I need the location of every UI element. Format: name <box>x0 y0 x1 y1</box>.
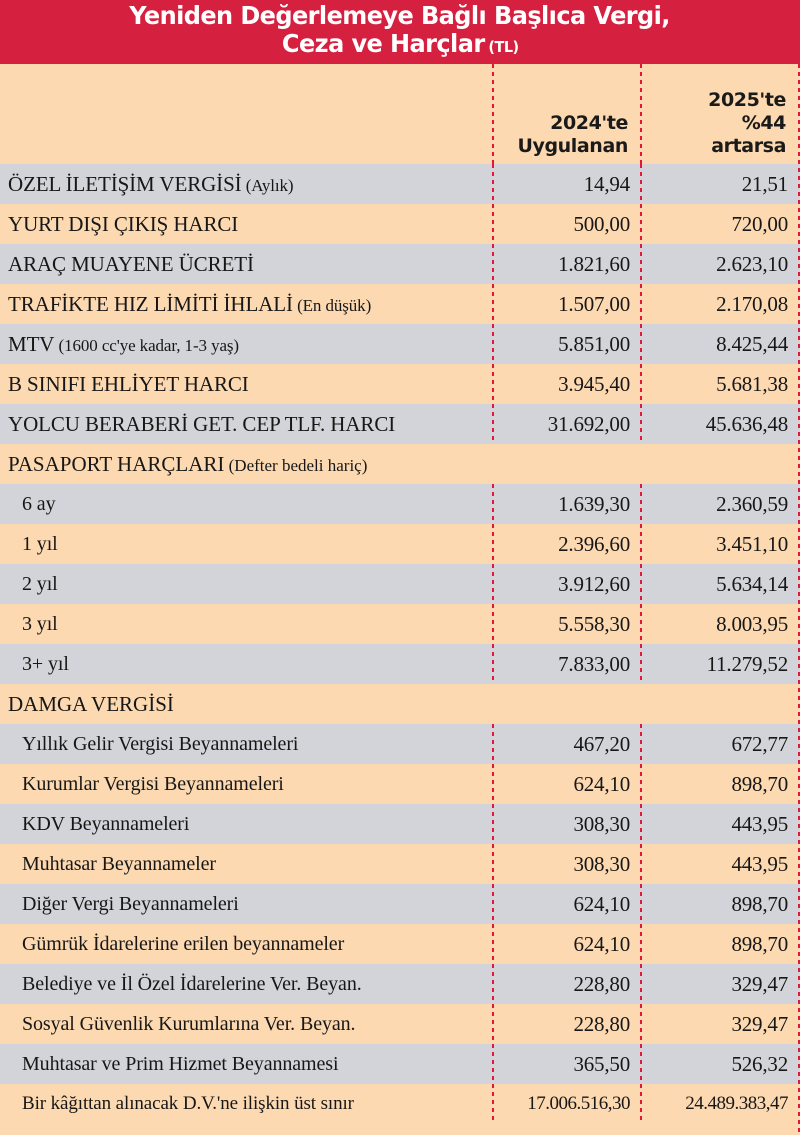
row-label: ÖZEL İLETİŞİM VERGİSİ (Aylık) <box>0 164 492 204</box>
row-label: 6 ay <box>0 484 492 524</box>
title-line-1: Yeniden Değerlemeye Bağlı Başlıca Vergi, <box>129 0 671 30</box>
table-header-row <box>0 64 800 164</box>
row-label: PASAPORT HARÇLARI (Defter bedeli hariç) <box>0 444 492 484</box>
row-value-2025: 898,70 <box>642 884 800 924</box>
title-unit: (TL) <box>488 37 519 56</box>
row-label-note: (1600 cc'ye kadar, 1-3 yaş) <box>54 335 239 355</box>
row-label: Yıllık Gelir Vergisi Beyannameleri <box>0 724 492 764</box>
table-row <box>0 524 800 564</box>
row-value-2024: 500,00 <box>492 204 642 244</box>
table-row <box>0 724 800 764</box>
row-value-2024: 228,80 <box>492 964 642 1004</box>
row-value-2025: 8.425,44 <box>642 324 800 364</box>
row-label: ARAÇ MUAYENE ÜCRETİ <box>0 244 492 284</box>
row-label: 3 yıl <box>0 604 492 644</box>
header-col-2024-line2: Uygulanan <box>517 135 628 157</box>
row-value-2024: 2.396,60 <box>492 524 642 564</box>
row-label: MTV (1600 cc'ye kadar, 1-3 yaş) <box>0 324 492 364</box>
table-row <box>0 804 800 844</box>
row-value-2024: 624,10 <box>492 924 642 964</box>
header-label-blank <box>0 64 492 164</box>
table-row <box>0 604 800 644</box>
row-value-2025 <box>642 684 800 724</box>
row-value-2025: 443,95 <box>642 804 800 844</box>
row-label: Bir kâğıttan alınacak D.V.'ne ilişkin üst sınır <box>0 1084 492 1124</box>
row-value-2024: 7.833,00 <box>492 644 642 684</box>
row-label: Muhtasar Beyannameler <box>0 844 492 884</box>
row-value-2025: 672,77 <box>642 724 800 764</box>
table-row <box>0 364 800 404</box>
row-label: Muhtasar ve Prim Hizmet Beyannamesi <box>0 1044 492 1084</box>
row-value-2024: 31.692,00 <box>492 404 642 444</box>
row-value-2024: 624,10 <box>492 884 642 924</box>
table-row <box>0 884 800 924</box>
table-row <box>0 1004 800 1044</box>
row-value-2024: 3.912,60 <box>492 564 642 604</box>
row-label: Diğer Vergi Beyannameleri <box>0 884 492 924</box>
row-value-2025: 898,70 <box>642 764 800 804</box>
header-col-2025-line1: 2025'te <box>708 89 786 111</box>
table-row <box>0 844 800 884</box>
row-value-2024: 1.507,00 <box>492 284 642 324</box>
table-section-row <box>0 684 800 724</box>
row-value-2025: 720,00 <box>642 204 800 244</box>
row-value-2024: 1.821,60 <box>492 244 642 284</box>
title-banner <box>0 0 800 64</box>
row-value-2025: 5.634,14 <box>642 564 800 604</box>
table-row <box>0 284 800 324</box>
row-label-note: (En düşük) <box>292 295 372 315</box>
row-value-2024: 365,50 <box>492 1044 642 1084</box>
row-value-2024: 5.558,30 <box>492 604 642 644</box>
row-value-2024: 5.851,00 <box>492 324 642 364</box>
row-label: 1 yıl <box>0 524 492 564</box>
row-value-2025: 11.279,52 <box>642 644 800 684</box>
row-value-2025: 526,32 <box>642 1044 800 1084</box>
table-row <box>0 1044 800 1084</box>
row-value-2025: 3.451,10 <box>642 524 800 564</box>
row-label: Kurumlar Vergisi Beyannameleri <box>0 764 492 804</box>
row-label: Gümrük İdarelerine erilen beyannameler <box>0 924 492 964</box>
row-label: 2 yıl <box>0 564 492 604</box>
row-value-2025: 2.170,08 <box>642 284 800 324</box>
header-col-2025-line2: %44 <box>741 112 786 134</box>
row-value-2024 <box>492 444 642 484</box>
row-value-2025: 329,47 <box>642 964 800 1004</box>
row-label: Belediye ve İl Özel İdarelerine Ver. Beyan. <box>0 964 492 1004</box>
table-row <box>0 324 800 364</box>
table-row <box>0 484 800 524</box>
table-row <box>0 964 800 1004</box>
row-value-2024: 308,30 <box>492 804 642 844</box>
table-body <box>0 164 800 1124</box>
row-value-2025: 2.360,59 <box>642 484 800 524</box>
row-value-2025: 898,70 <box>642 924 800 964</box>
table-row <box>0 764 800 804</box>
table-row <box>0 204 800 244</box>
row-label-note: (Aylık) <box>241 175 294 195</box>
table-head <box>0 64 800 164</box>
row-label-note: (Defter bedeli hariç) <box>224 455 368 475</box>
row-value-2025: 21,51 <box>642 164 800 204</box>
table-row <box>0 644 800 684</box>
row-value-2024: 3.945,40 <box>492 364 642 404</box>
row-label: Sosyal Güvenlik Kurumlarına Ver. Beyan. <box>0 1004 492 1044</box>
row-value-2024: 14,94 <box>492 164 642 204</box>
row-value-2025: 45.636,48 <box>642 404 800 444</box>
row-label: YURT DIŞI ÇIKIŞ HARCI <box>0 204 492 244</box>
table-row <box>0 244 800 284</box>
row-value-2025: 8.003,95 <box>642 604 800 644</box>
row-value-2024: 228,80 <box>492 1004 642 1044</box>
row-value-2024 <box>492 684 642 724</box>
header-col-2025 <box>642 64 800 164</box>
table-row <box>0 564 800 604</box>
row-value-2025: 5.681,38 <box>642 364 800 404</box>
row-value-2024: 17.006.516,30 <box>492 1084 642 1124</box>
row-value-2025: 2.623,10 <box>642 244 800 284</box>
row-value-2025 <box>642 444 800 484</box>
table-section-row <box>0 444 800 484</box>
row-label: DAMGA VERGİSİ <box>0 684 492 724</box>
row-value-2024: 1.639,30 <box>492 484 642 524</box>
tax-table <box>0 64 800 1124</box>
row-label: YOLCU BERABERİ GET. CEP TLF. HARCI <box>0 404 492 444</box>
table-row <box>0 164 800 204</box>
row-value-2024: 624,10 <box>492 764 642 804</box>
table-row <box>0 1084 800 1124</box>
title-line-2-text: Ceza ve Harçlar <box>281 28 485 58</box>
row-value-2025: 443,95 <box>642 844 800 884</box>
row-label: KDV Beyannameleri <box>0 804 492 844</box>
row-value-2024: 308,30 <box>492 844 642 884</box>
table-row <box>0 404 800 444</box>
row-label: B SINIFI EHLİYET HARCI <box>0 364 492 404</box>
table-row <box>0 924 800 964</box>
title-line-2 <box>282 30 519 61</box>
row-label: 3+ yıl <box>0 644 492 684</box>
header-col-2025-line3: artarsa <box>711 135 786 157</box>
row-value-2024: 467,20 <box>492 724 642 764</box>
row-value-2025: 24.489.383,47 <box>642 1084 800 1124</box>
row-label: TRAFİKTE HIZ LİMİTİ İHLALİ (En düşük) <box>0 284 492 324</box>
header-col-2024 <box>492 64 642 164</box>
header-col-2024-line1: 2024'te <box>550 112 628 134</box>
row-value-2025: 329,47 <box>642 1004 800 1044</box>
